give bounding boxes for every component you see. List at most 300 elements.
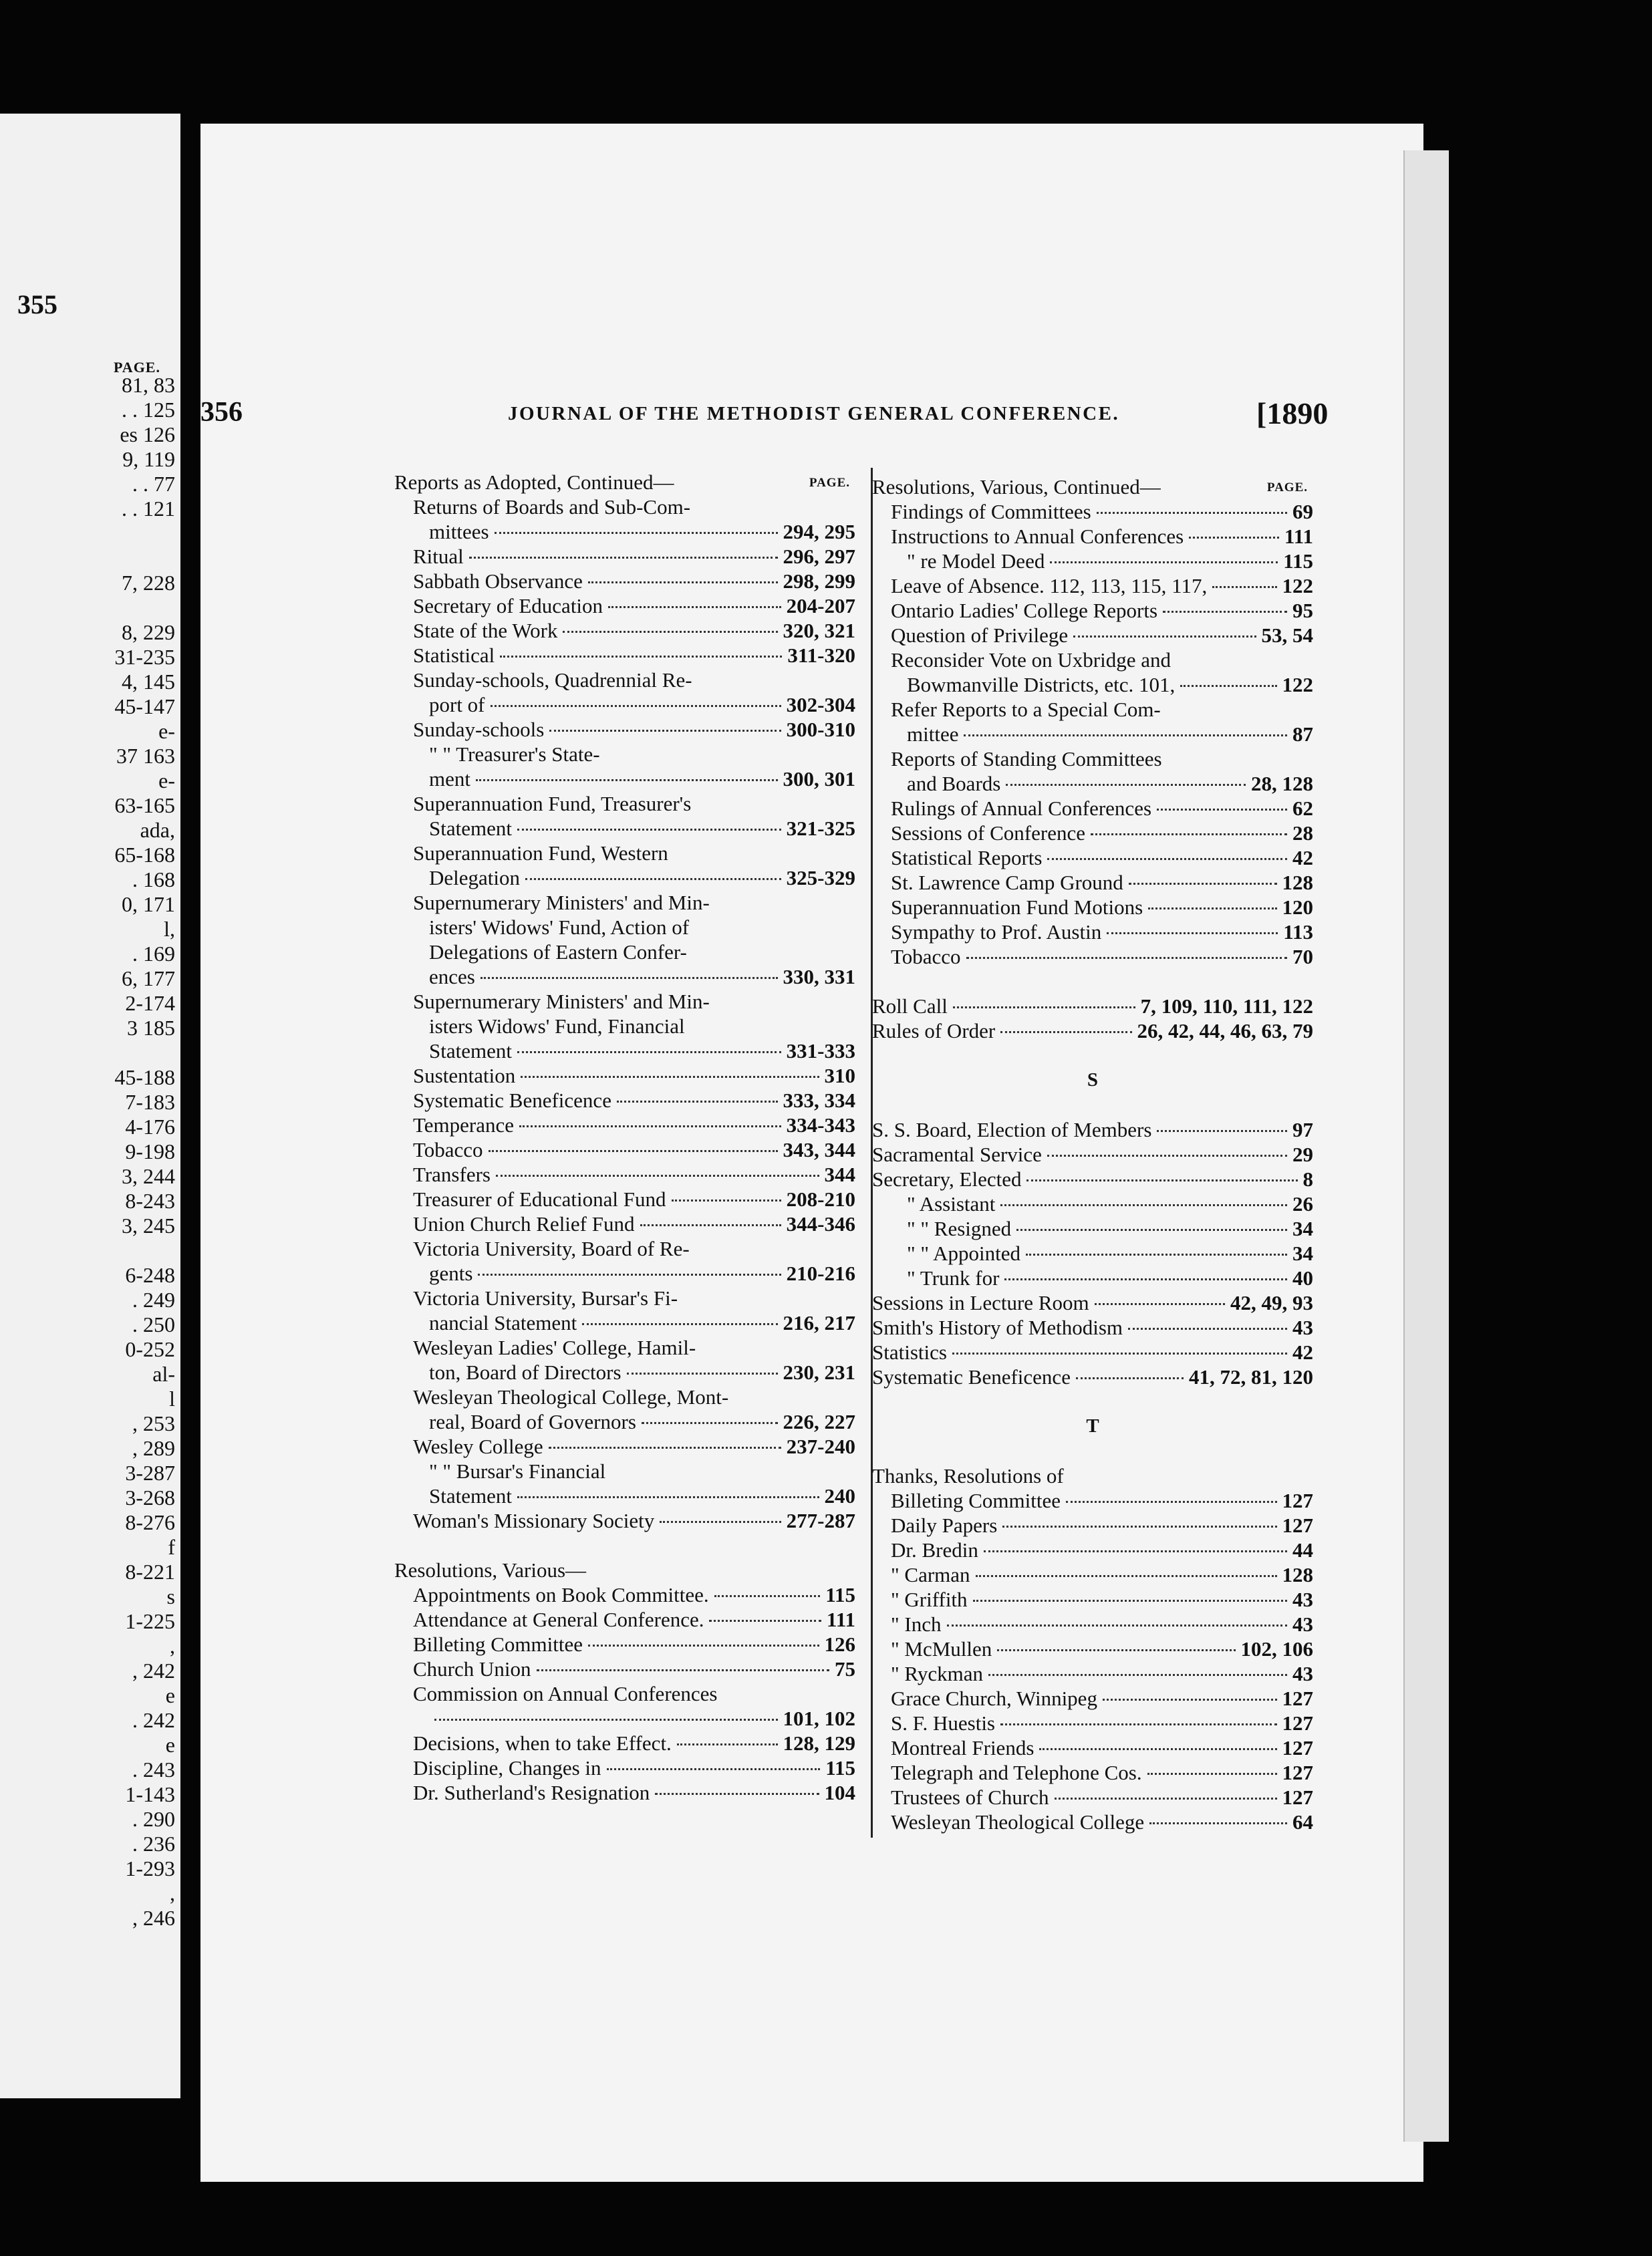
dot-leader	[617, 1101, 778, 1103]
index-entry	[394, 1162, 855, 1187]
dot-leader	[517, 1051, 781, 1053]
dot-leader	[947, 1625, 1288, 1627]
index-entry	[872, 1290, 1313, 1315]
entry-page: 95	[1292, 599, 1313, 622]
dot-leader	[1047, 858, 1287, 860]
index-entry	[872, 499, 1313, 524]
entry-page: 42	[1292, 846, 1313, 869]
entry-text: Smith's History of Methodism	[872, 1316, 1123, 1339]
entry-text: " Inch	[891, 1612, 942, 1636]
entry-text: Systematic Beneficence	[413, 1089, 611, 1112]
dot-leader	[489, 1150, 778, 1152]
entry-page: 64	[1292, 1810, 1313, 1834]
dot-leader	[997, 1649, 1235, 1651]
entry-text: Daily Papers	[891, 1514, 998, 1537]
fragment-line: 63-165	[114, 793, 175, 817]
previous-page-fragment	[0, 114, 180, 2098]
index-entry	[394, 1014, 855, 1038]
entry-text: Ritual	[413, 545, 464, 568]
dot-leader	[973, 1600, 1287, 1602]
dot-leader	[563, 631, 777, 633]
fragment-line	[0, 521, 175, 546]
fragment-line: 37 163	[116, 744, 175, 768]
dot-leader	[642, 1422, 778, 1424]
previous-page-fragments	[0, 373, 175, 1931]
dot-leader	[1095, 1303, 1225, 1305]
index-entry	[872, 1562, 1313, 1587]
fragment-line: ada,	[140, 818, 175, 842]
fragment-line: . 236	[132, 1832, 175, 1856]
entry-text: S. F. Huestis	[891, 1711, 995, 1735]
entry-page: 34	[1292, 1217, 1313, 1240]
spacer	[872, 1043, 1313, 1068]
page-year: [1890	[1256, 396, 1329, 430]
entry-text: Victoria University, Board of Re-	[413, 1237, 690, 1260]
entry-text: ton, Board of Directors	[429, 1361, 622, 1384]
fragment-line: al-	[152, 1362, 175, 1386]
entry-page: 40	[1292, 1266, 1313, 1290]
index-entry	[872, 1637, 1313, 1661]
entry-page: 122	[1282, 574, 1313, 597]
entry-page: 120	[1282, 895, 1313, 919]
entry-page: 111	[826, 1608, 855, 1631]
entry-text: Findings of Committees	[891, 500, 1091, 523]
fragment-line: 3-287	[125, 1461, 175, 1485]
entry-text: Rules of Order	[872, 1019, 996, 1042]
entry-page: 115	[825, 1756, 855, 1780]
entry-page: 302-304	[786, 693, 855, 716]
dot-leader	[1050, 561, 1278, 563]
entry-text: Systematic Beneficence	[872, 1365, 1071, 1389]
entry-text: Wesleyan Theological College, Mont-	[413, 1385, 729, 1409]
dot-leader	[525, 878, 781, 880]
index-entry	[872, 1785, 1313, 1810]
index-entry	[394, 1212, 855, 1236]
entry-text: Refer Reports to a Special Com-	[891, 698, 1161, 721]
index-entry	[394, 1409, 855, 1434]
index-entry	[872, 1018, 1313, 1043]
fragment-line: 9-198	[125, 1139, 175, 1163]
entry-page: 97	[1292, 1118, 1313, 1141]
entry-text: Resolutions, Various—	[394, 1558, 587, 1582]
spacer	[872, 969, 1313, 994]
index-entry	[872, 474, 1313, 499]
fragment-line: e-	[158, 719, 175, 743]
entry-page: 294, 295	[783, 520, 855, 543]
page-number: 356	[200, 397, 243, 428]
entry-page: 127	[1282, 1489, 1313, 1512]
dot-leader	[607, 1768, 821, 1770]
entry-page: 325-329	[786, 866, 855, 889]
dot-leader	[1149, 1822, 1287, 1824]
dot-leader	[1039, 1748, 1276, 1750]
entry-text: Appointments on Book Committee.	[413, 1583, 709, 1606]
index-entry	[394, 593, 855, 618]
fragment-line: . 169	[132, 942, 175, 966]
section-letter: T	[1086, 1415, 1099, 1437]
fragment-line: 0-252	[125, 1337, 175, 1361]
entry-page: 26	[1292, 1192, 1313, 1216]
index-entry	[872, 845, 1313, 870]
dot-leader	[1006, 784, 1246, 786]
fragment-line: . . 121	[122, 497, 175, 521]
spacer	[394, 1533, 855, 1558]
dot-leader	[1000, 1723, 1277, 1725]
entry-text: Church Union	[413, 1657, 531, 1681]
index-entry	[872, 994, 1313, 1018]
entry-page: 115	[825, 1583, 855, 1606]
spacer	[872, 1093, 1313, 1117]
fragment-line: 7-183	[125, 1090, 175, 1114]
fragment-line: l,	[164, 917, 175, 941]
entry-page: 127	[1282, 1711, 1313, 1735]
index-entry	[394, 1607, 855, 1632]
entry-text: Sustentation	[413, 1064, 516, 1087]
entry-page: 310	[824, 1064, 855, 1087]
dot-leader	[1004, 1278, 1287, 1280]
entry-text: Decisions, when to take Effect.	[413, 1731, 672, 1755]
entry-text: Supernumerary Ministers' and Min-	[413, 990, 710, 1013]
entry-page: 34	[1292, 1242, 1313, 1265]
dot-leader	[478, 1274, 781, 1276]
dot-leader	[469, 557, 778, 559]
entry-text: real, Board of Governors	[429, 1410, 636, 1433]
entry-text: Billeting Committee	[891, 1489, 1061, 1512]
index-entry	[872, 1463, 1313, 1488]
fragment-line: , 242	[132, 1659, 175, 1683]
entry-text: " " Bursar's Financial	[429, 1459, 606, 1483]
entry-page: 126	[824, 1633, 855, 1656]
entry-page: 28, 128	[1251, 772, 1313, 795]
entry-text: Reports of Standing Committees	[891, 747, 1162, 770]
entry-page: 113	[1283, 920, 1313, 944]
dot-leader	[1073, 636, 1256, 638]
fragment-line: 3-268	[125, 1486, 175, 1510]
entry-text: Grace Church, Winnipeg	[891, 1687, 1097, 1710]
entry-text: Statement	[429, 1039, 512, 1063]
dot-leader	[1157, 809, 1287, 811]
dot-leader	[627, 1373, 778, 1375]
dot-leader	[988, 1674, 1287, 1676]
dot-leader	[660, 1521, 781, 1523]
index-entry	[394, 989, 855, 1014]
index-entry	[872, 1538, 1313, 1562]
dot-leader	[1016, 1229, 1287, 1231]
entry-text: Question of Privilege	[891, 623, 1069, 647]
index-entry	[872, 1612, 1313, 1637]
entry-text: Superannuation Fund, Western	[413, 841, 668, 865]
fragment-line: . 249	[132, 1288, 175, 1312]
index-entry	[394, 915, 855, 940]
entry-text: Billeting Committee	[413, 1633, 583, 1656]
fragment-line: 8-276	[125, 1510, 175, 1534]
index-entry	[394, 1780, 855, 1805]
index-entry	[872, 648, 1313, 672]
running-head: JOURNAL OF THE METHODIST GENERAL CONFERENCE.	[508, 403, 1120, 424]
index-entry	[394, 1508, 855, 1533]
fragment-line: 3 185	[127, 1016, 175, 1040]
index-entry	[872, 821, 1313, 845]
entry-page: 102, 106	[1240, 1637, 1313, 1661]
index-entry	[872, 1587, 1313, 1612]
dot-leader	[517, 1496, 819, 1498]
section-letter: S	[1087, 1069, 1099, 1091]
entry-text: ences	[429, 965, 475, 988]
fragment-line: . . 125	[122, 398, 175, 422]
index-entry	[394, 717, 855, 742]
entry-text: " Carman	[891, 1563, 970, 1586]
previous-page-column-label: PAGE.	[114, 359, 160, 376]
dot-leader	[1128, 1328, 1287, 1330]
index-entry	[394, 1187, 855, 1212]
entry-page: 128, 129	[783, 1731, 855, 1755]
dot-leader	[976, 1575, 1277, 1577]
index-entry	[394, 766, 855, 791]
index-entry	[394, 1582, 855, 1607]
dot-leader	[1180, 685, 1276, 687]
fragment-line: , 246	[132, 1906, 175, 1930]
fragment-line: 65-168	[114, 843, 175, 867]
index-entry	[394, 1310, 855, 1335]
entry-text: Sabbath Observance	[413, 569, 583, 593]
index-entry	[394, 1434, 855, 1459]
entry-text: Sacramental Service	[872, 1143, 1042, 1166]
index-entry	[872, 573, 1313, 598]
entry-page: 127	[1282, 1736, 1313, 1759]
index-entry	[394, 791, 855, 816]
dot-leader	[1148, 907, 1276, 909]
entry-text: St. Lawrence Camp Ground	[891, 871, 1123, 894]
dot-leader	[480, 977, 778, 979]
fragment-line: l	[169, 1387, 175, 1411]
fragment-line: e	[165, 1733, 175, 1757]
dot-leader	[582, 1323, 777, 1325]
fragment-line: . 250	[132, 1312, 175, 1336]
dot-leader	[952, 1353, 1287, 1355]
index-entry	[394, 618, 855, 643]
entry-text: Wesleyan Theological College	[891, 1810, 1145, 1834]
dot-leader	[1103, 1699, 1277, 1701]
entry-text: Attendance at General Conference.	[413, 1608, 704, 1631]
entry-page: 7, 109, 110, 111, 122	[1140, 994, 1313, 1018]
entry-text: " Trunk for	[907, 1266, 1000, 1290]
entry-page: 29	[1292, 1143, 1313, 1166]
entry-page: 127	[1282, 1761, 1313, 1784]
fragment-line	[0, 595, 175, 620]
fragment-line	[0, 1040, 175, 1065]
dot-leader	[608, 606, 781, 608]
entry-page: 344	[824, 1163, 855, 1186]
index-entry	[872, 1315, 1313, 1340]
entry-text: gents	[429, 1262, 473, 1285]
dot-leader	[1047, 1155, 1287, 1157]
index-entry	[872, 697, 1313, 722]
spacer	[872, 1439, 1313, 1463]
index-entry	[394, 1360, 855, 1385]
fragment-line: 4, 145	[122, 670, 175, 694]
index-entry	[394, 890, 855, 915]
fragment-line: 1-293	[125, 1856, 175, 1880]
dot-leader	[1066, 1501, 1276, 1503]
entry-page: 216, 217	[783, 1311, 855, 1334]
entry-page: 101, 102	[783, 1707, 855, 1730]
index-entry	[872, 920, 1313, 944]
entry-page: 8	[1302, 1167, 1313, 1191]
entry-page: 87	[1292, 722, 1313, 746]
entry-text: Tobacco	[413, 1138, 483, 1161]
index-entry	[872, 623, 1313, 648]
dot-leader	[1000, 1031, 1131, 1033]
entry-page: 127	[1282, 1687, 1313, 1710]
fragment-line: . 168	[132, 867, 175, 891]
entry-text: Returns of Boards and Sub-Com-	[413, 495, 691, 519]
fragment-line: 3, 244	[122, 1164, 175, 1188]
entry-text: mittees	[429, 520, 489, 543]
entry-text: Statement	[429, 1484, 512, 1508]
index-entry	[394, 1286, 855, 1310]
entry-page: 43	[1292, 1588, 1313, 1611]
entry-text: Delegation	[429, 866, 521, 889]
index-entry	[872, 1266, 1313, 1290]
index-entry	[872, 549, 1313, 573]
dot-leader	[495, 532, 778, 534]
entry-text: Temperance	[413, 1113, 515, 1137]
entry-text: Reconsider Vote on Uxbridge and	[891, 648, 1171, 672]
entry-text: Delegations of Eastern Confer-	[429, 940, 687, 964]
entry-page: 300-310	[786, 718, 855, 741]
entry-page: 296, 297	[783, 545, 855, 568]
fragment-line: e-	[158, 768, 175, 793]
fragment-line: ,	[170, 1634, 175, 1658]
index-entry	[394, 1755, 855, 1780]
fragment-line: 31-235	[114, 645, 175, 669]
index-entry	[872, 1340, 1313, 1365]
index-entry	[872, 1488, 1313, 1513]
index-entry	[394, 1706, 855, 1731]
entry-text: Union Church Relief Fund	[413, 1212, 635, 1236]
entry-text: Dr. Bredin	[891, 1538, 978, 1562]
fragment-line: 1-225	[125, 1609, 175, 1633]
index-entry	[394, 569, 855, 593]
entry-page: 210-216	[786, 1262, 855, 1285]
dot-leader	[1129, 883, 1277, 885]
entry-text: Treasurer of Educational Fund	[413, 1187, 666, 1211]
fragment-line: 6, 177	[122, 966, 175, 990]
fragment-line: . 242	[132, 1708, 175, 1732]
fragment-line: 81, 83	[122, 373, 175, 397]
dot-leader	[1147, 1773, 1277, 1775]
dot-leader	[966, 957, 1287, 959]
fragment-line: 6-248	[125, 1263, 175, 1287]
entry-page: 127	[1282, 1786, 1313, 1809]
entry-page: 321-325	[786, 817, 855, 840]
fragment-line: 45-147	[114, 694, 175, 718]
fragment-line: , 289	[132, 1436, 175, 1460]
entry-text: Sunday-schools, Quadrennial Re-	[413, 668, 692, 692]
index-entry	[872, 796, 1313, 821]
entry-page: 344-346	[786, 1212, 855, 1236]
entry-page: 237-240	[786, 1435, 855, 1458]
index-entry	[872, 1760, 1313, 1785]
index-entry	[872, 1167, 1313, 1191]
fragment-line: 9, 119	[122, 447, 175, 471]
entry-text: Statistical	[413, 644, 495, 667]
dot-leader	[500, 656, 782, 658]
entry-page: 42	[1292, 1341, 1313, 1364]
dot-leader	[1055, 1798, 1277, 1800]
index-entry	[394, 1038, 855, 1063]
entry-page: 298, 299	[783, 569, 855, 593]
entry-page: 41, 72, 81, 120	[1189, 1365, 1313, 1389]
entry-text: Sessions in Lecture Room	[872, 1291, 1089, 1314]
entry-page: 230, 231	[783, 1361, 855, 1384]
fragment-line: 4-176	[125, 1115, 175, 1139]
entry-text: Wesleyan Ladies' College, Hamil-	[413, 1336, 696, 1359]
fragment-line: 3, 245	[122, 1214, 175, 1238]
index-entry	[394, 470, 855, 495]
index-entry	[394, 1063, 855, 1088]
entry-text: Instructions to Annual Conferences	[891, 525, 1184, 548]
index-entry	[872, 1686, 1313, 1711]
entry-text: Superannuation Fund Motions	[891, 895, 1143, 919]
entry-page: 122	[1282, 673, 1313, 696]
entry-page: 320, 321	[783, 619, 855, 642]
entry-text: Victoria University, Bursar's Fi-	[413, 1286, 678, 1310]
index-entry	[394, 519, 855, 544]
index-column-right	[872, 474, 1313, 1834]
fragment-line	[0, 546, 175, 571]
dot-leader	[964, 734, 1287, 736]
entry-text: Roll Call	[872, 994, 948, 1018]
entry-text: Statistical Reports	[891, 846, 1043, 869]
dot-leader	[1163, 611, 1287, 613]
index-entry	[394, 1261, 855, 1286]
index-entry	[394, 1632, 855, 1657]
spacer	[872, 1389, 1313, 1414]
entry-page: 277-287	[786, 1509, 855, 1532]
dot-leader	[549, 730, 781, 732]
entry-text: " McMullen	[891, 1637, 992, 1661]
entry-page: 28	[1292, 821, 1313, 845]
dot-leader	[1097, 512, 1287, 514]
entry-page: 69	[1292, 500, 1313, 523]
dot-leader	[588, 1645, 819, 1647]
entry-page: 127	[1282, 1514, 1313, 1537]
index-entry	[872, 944, 1313, 969]
entry-page: 333, 334	[783, 1089, 855, 1112]
entry-text: " Griffith	[891, 1588, 968, 1611]
entry-text: and Boards	[907, 772, 1001, 795]
index-entry	[394, 1137, 855, 1162]
index-entry	[394, 1236, 855, 1261]
entry-text: Supernumerary Ministers' and Min-	[413, 891, 710, 914]
dot-leader	[1076, 1377, 1184, 1379]
entry-text: S. S. Board, Election of Members	[872, 1118, 1152, 1141]
page-column-label: PAGE.	[809, 476, 850, 490]
fragment-line: . 290	[132, 1807, 175, 1831]
dot-leader	[672, 1200, 781, 1202]
index-entry	[872, 1365, 1313, 1389]
dot-leader	[655, 1793, 819, 1795]
entry-text: port of	[429, 693, 485, 716]
entry-page: 128	[1282, 871, 1313, 894]
index-entry	[872, 1711, 1313, 1735]
index-entry	[394, 544, 855, 569]
fragment-line: 0, 171	[122, 892, 175, 916]
entry-text: Reports as Adopted, Continued—	[394, 470, 674, 494]
index-entry	[394, 940, 855, 964]
index-entry	[872, 1216, 1313, 1241]
